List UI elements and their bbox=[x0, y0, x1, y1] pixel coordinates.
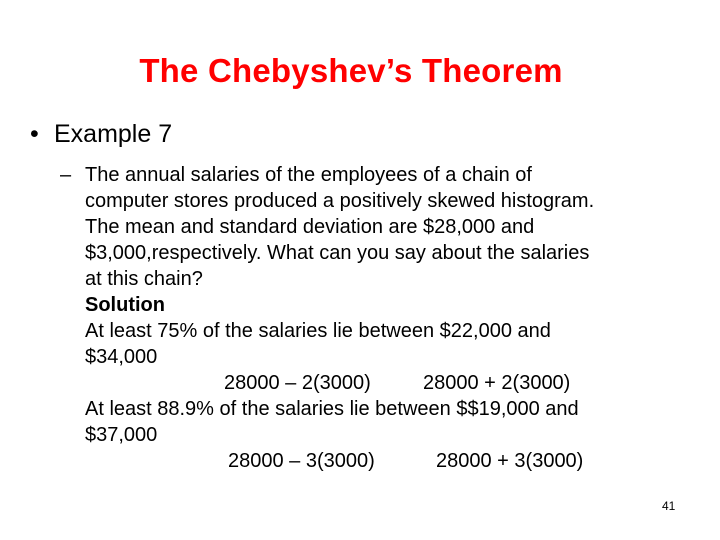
dash-icon: – bbox=[60, 164, 72, 186]
example-body bbox=[60, 162, 700, 474]
question-line: at this chain? bbox=[85, 268, 203, 290]
statement-line: At least 88.9% of the salaries lie between $$19,000 and bbox=[85, 398, 579, 420]
solution-section bbox=[60, 292, 700, 474]
calculation-row bbox=[85, 448, 700, 474]
question-line: The annual salaries of the employees of a chain of bbox=[85, 164, 532, 186]
statement-line: At least 75% of the salaries lie between $22,000 and bbox=[85, 320, 551, 342]
page-number: 41 bbox=[662, 499, 676, 513]
calculation-row bbox=[85, 370, 700, 396]
calc-upper-bound: 28000 + 2(3000) bbox=[423, 372, 571, 394]
bullet-item-example bbox=[30, 118, 172, 150]
question-line: computer stores produced a positively skewed histogram. bbox=[85, 190, 595, 212]
calc-upper-bound: 28000 + 3(3000) bbox=[436, 450, 584, 472]
example-label: Example 7 bbox=[54, 120, 173, 148]
calc-lower-bound: 28000 – 2(3000) bbox=[224, 372, 371, 394]
slide-title: The Chebyshev’s Theorem bbox=[139, 52, 563, 89]
statement-line: $37,000 bbox=[85, 424, 158, 446]
question-line: $3,000,respectively. What can you say about the salaries bbox=[85, 242, 590, 264]
statement-line: $34,000 bbox=[85, 346, 158, 368]
question-paragraph bbox=[60, 162, 700, 292]
bullet-icon: • bbox=[30, 120, 39, 148]
solution-heading: Solution bbox=[85, 294, 165, 316]
calc-lower-bound: 28000 – 3(3000) bbox=[228, 450, 375, 472]
question-line: The mean and standard deviation are $28,000 and bbox=[85, 216, 535, 238]
